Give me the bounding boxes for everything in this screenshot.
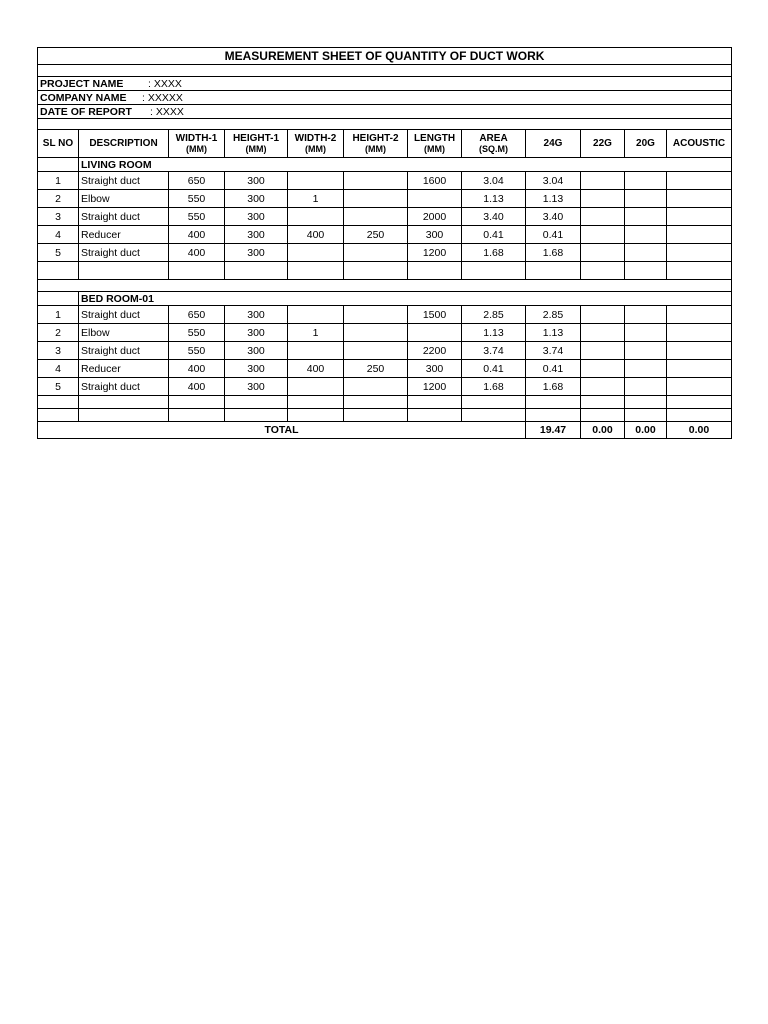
- total-row: [38, 422, 732, 439]
- company-name-value: : XXXXX: [142, 91, 183, 104]
- table-row: [38, 360, 732, 378]
- cell-height-1: 300: [225, 190, 288, 208]
- empty-cell: [38, 409, 79, 422]
- cell-height-2: [344, 244, 408, 262]
- cell-height-1: 300: [225, 244, 288, 262]
- table-row: [38, 172, 732, 190]
- total-acoustic: 0.00: [667, 422, 732, 439]
- blank-cell: [38, 280, 732, 292]
- empty-cell: [79, 396, 169, 409]
- cell-20g: [625, 226, 667, 244]
- cell-area: 3.04: [462, 172, 526, 190]
- project-name-value: : XXXX: [148, 77, 182, 90]
- cell-24g: 1.13: [526, 190, 581, 208]
- cell-20g: [625, 190, 667, 208]
- total-g22: 0.00: [581, 422, 625, 439]
- cell-sl-no: 3: [38, 342, 79, 360]
- cell-24g: 3.04: [526, 172, 581, 190]
- cell-width-2: 1: [288, 324, 344, 342]
- section-header-row: [38, 158, 732, 172]
- project-name-row: [38, 77, 732, 91]
- cell-width-2: [288, 378, 344, 396]
- header-length-unit: (MM): [424, 143, 445, 154]
- cell-24g: 0.41: [526, 226, 581, 244]
- cell-sl-no: 4: [38, 226, 79, 244]
- cell-height-2: [344, 342, 408, 360]
- cell-24g: 1.68: [526, 244, 581, 262]
- header-24g: 24G: [526, 130, 581, 158]
- section-name: BED ROOM-01: [79, 292, 732, 306]
- cell-24g: 3.40: [526, 208, 581, 226]
- cell-description: Elbow: [79, 324, 169, 342]
- duct-work-table: [37, 47, 732, 439]
- cell-length: 300: [408, 360, 462, 378]
- cell-height-1: 300: [225, 324, 288, 342]
- cell-width-1: 550: [169, 208, 225, 226]
- table-row: [38, 244, 732, 262]
- cell-sl-no: 1: [38, 306, 79, 324]
- cell-area: 2.85: [462, 306, 526, 324]
- header-length-label: LENGTH: [413, 132, 456, 144]
- cell-22g: [581, 342, 625, 360]
- cell-width-1: 550: [169, 324, 225, 342]
- empty-cell: [225, 409, 288, 422]
- empty-cell: [408, 409, 462, 422]
- header-width-1-label: WIDTH-1: [175, 132, 218, 144]
- empty-cell: [408, 396, 462, 409]
- cell-20g: [625, 172, 667, 190]
- header-height-1-unit: (MM): [245, 143, 267, 154]
- cell-area: 1.13: [462, 190, 526, 208]
- empty-cell: [581, 409, 625, 422]
- cell-area: 1.68: [462, 244, 526, 262]
- header-width-2-label: WIDTH-2: [294, 132, 337, 144]
- cell-height-1: 300: [225, 378, 288, 396]
- cell-width-1: 550: [169, 190, 225, 208]
- cell-width-2: [288, 306, 344, 324]
- cell-22g: [581, 190, 625, 208]
- cell-sl-no: 5: [38, 378, 79, 396]
- empty-cell: [344, 409, 408, 422]
- column-header-row: [38, 130, 732, 158]
- header-area: [462, 130, 526, 158]
- cell-width-2: 400: [288, 360, 344, 378]
- table-row: [38, 306, 732, 324]
- empty-cell: [667, 409, 732, 422]
- cell-length: 1500: [408, 306, 462, 324]
- cell-acoustic: [667, 306, 732, 324]
- cell-length: 1600: [408, 172, 462, 190]
- empty-row: [38, 262, 732, 280]
- table-row: [38, 226, 732, 244]
- cell-20g: [625, 324, 667, 342]
- cell-sl-no: 1: [38, 172, 79, 190]
- section-sl-blank: [38, 292, 79, 306]
- cell-22g: [581, 172, 625, 190]
- project-name-label: PROJECT NAME: [40, 77, 124, 90]
- cell-description: Reducer: [79, 226, 169, 244]
- cell-acoustic: [667, 172, 732, 190]
- blank-row: [38, 119, 732, 130]
- cell-area: 1.68: [462, 378, 526, 396]
- table-row: [38, 378, 732, 396]
- section-sl-blank: [38, 158, 79, 172]
- empty-cell: [526, 409, 581, 422]
- total-g24: 19.47: [526, 422, 581, 439]
- header-20g: 20G: [625, 130, 667, 158]
- header-width-2: [288, 130, 344, 158]
- cell-width-2: [288, 172, 344, 190]
- cell-acoustic: [667, 190, 732, 208]
- cell-sl-no: 3: [38, 208, 79, 226]
- empty-cell: [581, 262, 625, 280]
- total-label: TOTAL: [38, 422, 526, 439]
- cell-description: Straight duct: [79, 172, 169, 190]
- cell-width-1: 400: [169, 378, 225, 396]
- empty-cell: [169, 409, 225, 422]
- cell-length: [408, 190, 462, 208]
- cell-width-1: 650: [169, 306, 225, 324]
- cell-24g: 2.85: [526, 306, 581, 324]
- cell-description: Elbow: [79, 190, 169, 208]
- table-row: [38, 190, 732, 208]
- cell-24g: 0.41: [526, 360, 581, 378]
- cell-width-2: [288, 208, 344, 226]
- cell-width-1: 400: [169, 226, 225, 244]
- header-area-unit: (SQ.M): [479, 143, 508, 154]
- empty-cell: [462, 262, 526, 280]
- cell-22g: [581, 208, 625, 226]
- empty-cell: [288, 409, 344, 422]
- cell-description: Straight duct: [79, 378, 169, 396]
- cell-area: 3.74: [462, 342, 526, 360]
- cell-area: 1.13: [462, 324, 526, 342]
- total-g20: 0.00: [625, 422, 667, 439]
- empty-cell: [344, 396, 408, 409]
- cell-acoustic: [667, 226, 732, 244]
- cell-height-2: [344, 306, 408, 324]
- cell-22g: [581, 360, 625, 378]
- empty-cell: [288, 262, 344, 280]
- measurement-sheet: [37, 47, 731, 439]
- cell-acoustic: [667, 378, 732, 396]
- cell-width-2: 1: [288, 190, 344, 208]
- header-22g: 22G: [581, 130, 625, 158]
- cell-height-2: [344, 190, 408, 208]
- cell-length: [408, 324, 462, 342]
- empty-cell: [667, 396, 732, 409]
- date-of-report-value: : XXXX: [150, 105, 184, 118]
- cell-acoustic: [667, 324, 732, 342]
- cell-acoustic: [667, 244, 732, 262]
- cell-width-2: [288, 244, 344, 262]
- empty-cell: [462, 396, 526, 409]
- cell-height-1: 300: [225, 342, 288, 360]
- table-row: [38, 342, 732, 360]
- cell-width-2: 400: [288, 226, 344, 244]
- cell-24g: 3.74: [526, 342, 581, 360]
- cell-acoustic: [667, 208, 732, 226]
- cell-description: Straight duct: [79, 208, 169, 226]
- empty-cell: [79, 262, 169, 280]
- cell-22g: [581, 306, 625, 324]
- empty-cell: [38, 262, 79, 280]
- cell-width-1: 650: [169, 172, 225, 190]
- cell-20g: [625, 360, 667, 378]
- empty-cell: [526, 262, 581, 280]
- cell-24g: 1.68: [526, 378, 581, 396]
- cell-sl-no: 2: [38, 324, 79, 342]
- company-name-label: COMPANY NAME: [40, 91, 127, 104]
- cell-length: 1200: [408, 378, 462, 396]
- cell-description: Straight duct: [79, 244, 169, 262]
- empty-cell: [581, 396, 625, 409]
- cell-area: 0.41: [462, 226, 526, 244]
- cell-22g: [581, 378, 625, 396]
- cell-20g: [625, 208, 667, 226]
- empty-cell: [625, 262, 667, 280]
- cell-acoustic: [667, 360, 732, 378]
- empty-cell: [625, 396, 667, 409]
- header-length: [408, 130, 462, 158]
- empty-cell: [344, 262, 408, 280]
- cell-area: 3.40: [462, 208, 526, 226]
- cell-description: Reducer: [79, 360, 169, 378]
- cell-22g: [581, 226, 625, 244]
- table-row: [38, 208, 732, 226]
- header-height-1: [225, 130, 288, 158]
- header-width-2-unit: (MM): [305, 143, 326, 154]
- empty-cell: [526, 396, 581, 409]
- empty-cell: [169, 396, 225, 409]
- section-spacer-row: [38, 280, 732, 292]
- cell-description: Straight duct: [79, 342, 169, 360]
- table-row: [38, 324, 732, 342]
- header-height-2-label: HEIGHT-2: [352, 132, 399, 144]
- empty-cell: [225, 396, 288, 409]
- cell-22g: [581, 324, 625, 342]
- cell-20g: [625, 306, 667, 324]
- empty-cell: [408, 262, 462, 280]
- cell-24g: 1.13: [526, 324, 581, 342]
- cell-20g: [625, 244, 667, 262]
- cell-height-1: 300: [225, 172, 288, 190]
- empty-cell: [625, 409, 667, 422]
- empty-cell: [462, 409, 526, 422]
- blank-row: [38, 65, 732, 77]
- cell-20g: [625, 342, 667, 360]
- header-description: DESCRIPTION: [79, 130, 169, 158]
- empty-cell: [225, 262, 288, 280]
- empty-cell: [169, 262, 225, 280]
- header-height-2-unit: (MM): [365, 143, 386, 154]
- cell-area: 0.41: [462, 360, 526, 378]
- header-acoustic: ACOUSTIC: [667, 130, 732, 158]
- cell-sl-no: 5: [38, 244, 79, 262]
- header-sl-no: SL NO: [38, 130, 79, 158]
- cell-22g: [581, 244, 625, 262]
- empty-cell: [79, 409, 169, 422]
- cell-height-2: 250: [344, 360, 408, 378]
- cell-height-2: [344, 324, 408, 342]
- cell-length: 300: [408, 226, 462, 244]
- section-name: LIVING ROOM: [79, 158, 732, 172]
- company-name-row: [38, 91, 732, 105]
- cell-width-1: 550: [169, 342, 225, 360]
- section-header-row: [38, 292, 732, 306]
- cell-height-1: 300: [225, 306, 288, 324]
- empty-cell: [288, 396, 344, 409]
- header-width-1-unit: (MM): [186, 143, 207, 154]
- cell-20g: [625, 378, 667, 396]
- cell-sl-no: 2: [38, 190, 79, 208]
- date-of-report-label: DATE OF REPORT: [40, 105, 132, 118]
- cell-width-1: 400: [169, 360, 225, 378]
- cell-width-2: [288, 342, 344, 360]
- header-area-label: AREA: [479, 132, 508, 144]
- empty-cell: [667, 262, 732, 280]
- cell-height-2: [344, 378, 408, 396]
- cell-height-2: 250: [344, 226, 408, 244]
- cell-sl-no: 4: [38, 360, 79, 378]
- cell-height-1: 300: [225, 226, 288, 244]
- cell-height-1: 300: [225, 360, 288, 378]
- header-height-1-label: HEIGHT-1: [232, 132, 280, 144]
- cell-length: 2200: [408, 342, 462, 360]
- cell-length: 1200: [408, 244, 462, 262]
- empty-row: [38, 396, 732, 409]
- header-width-1: [169, 130, 225, 158]
- cell-length: 2000: [408, 208, 462, 226]
- cell-description: Straight duct: [79, 306, 169, 324]
- cell-height-2: [344, 208, 408, 226]
- cell-height-1: 300: [225, 208, 288, 226]
- empty-row: [38, 409, 732, 422]
- date-of-report-row: [38, 105, 732, 119]
- cell-width-1: 400: [169, 244, 225, 262]
- empty-cell: [38, 396, 79, 409]
- cell-height-2: [344, 172, 408, 190]
- sheet-title: MEASUREMENT SHEET OF QUANTITY OF DUCT WORK: [38, 48, 732, 65]
- cell-acoustic: [667, 342, 732, 360]
- header-height-2: [344, 130, 408, 158]
